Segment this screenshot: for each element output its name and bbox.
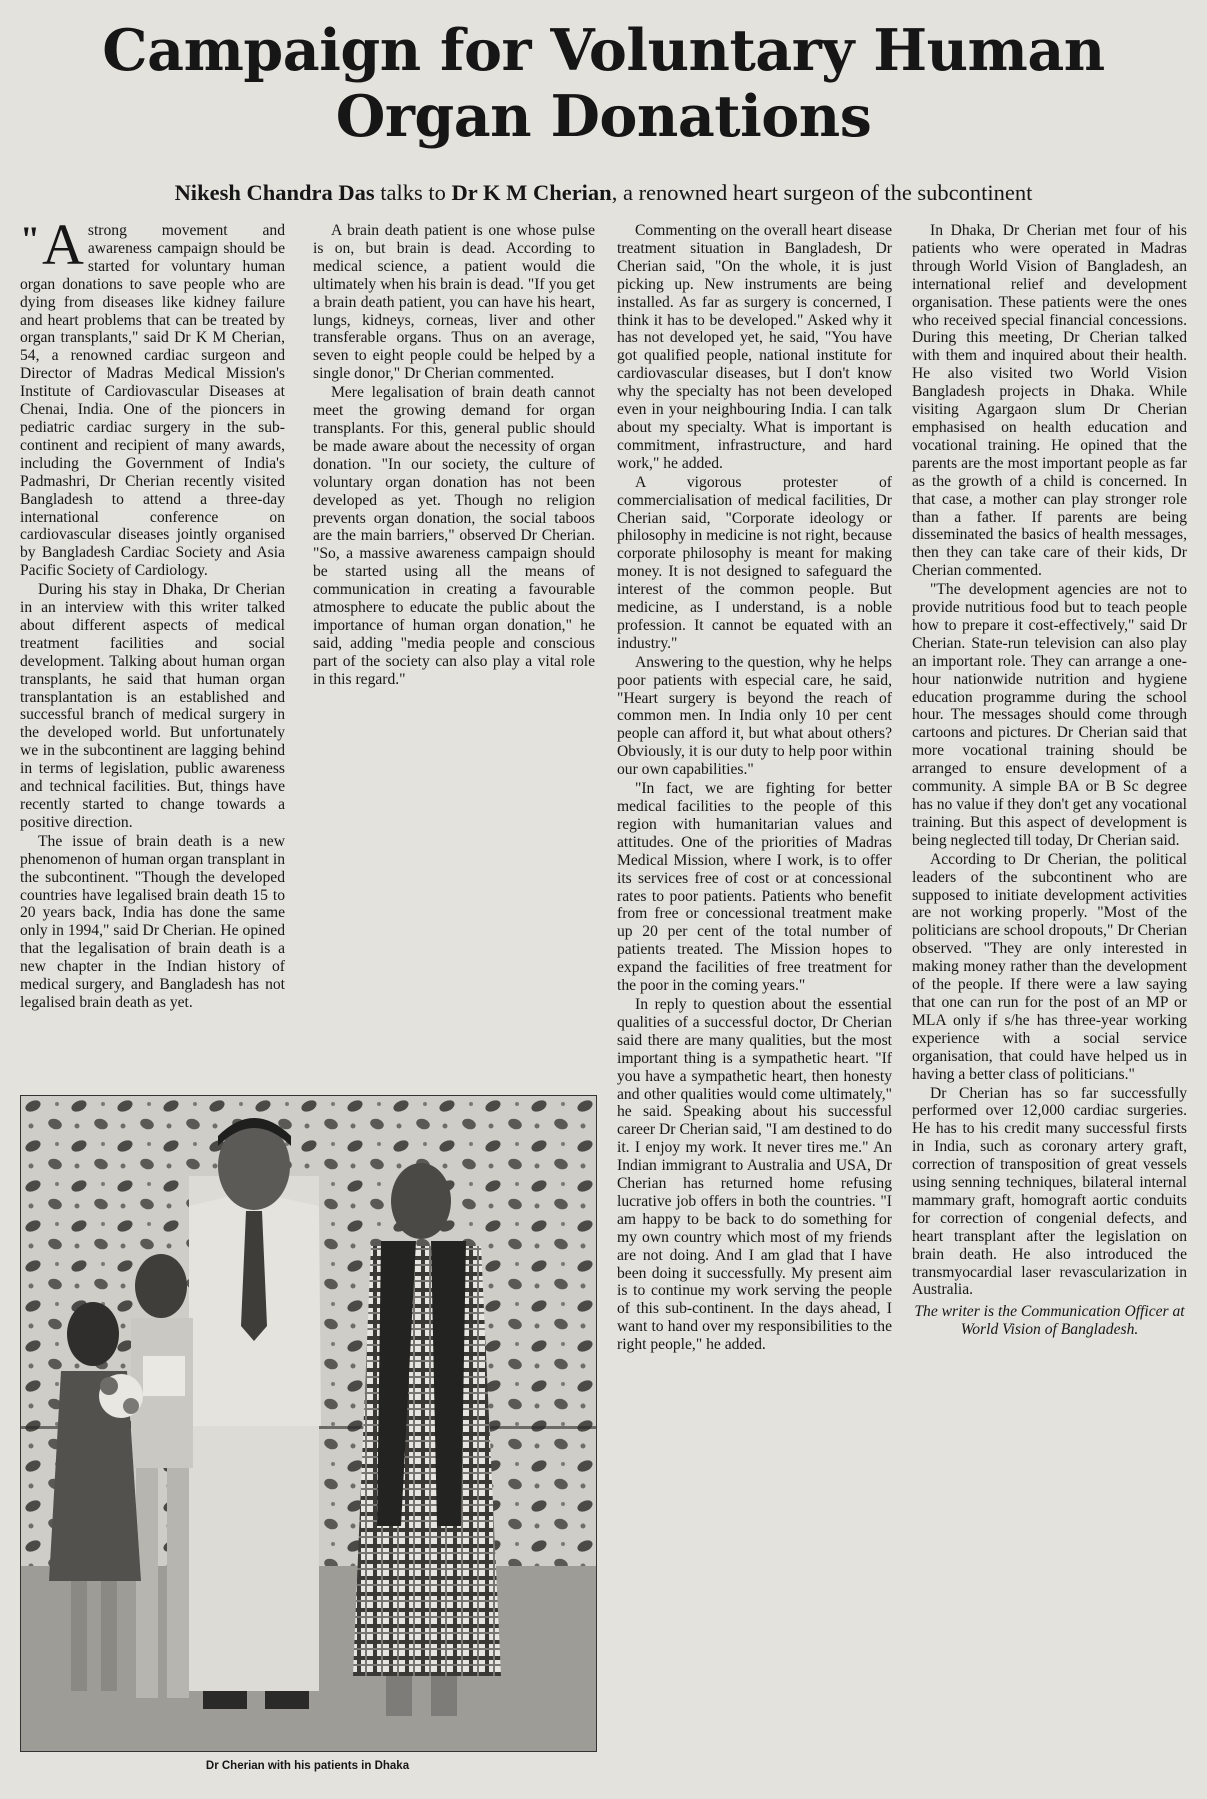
article-paragraph: In reply to question about the essential qualities of a successful doctor, Dr Cherian said there are many qualities, but the most important thing is a sympathetic heart. "If you have a sympathetic heart, then honesty and other qualities would come ultimately," he said. Speaking about his successful career Dr Cherian said, "I am destined to do it. I enjoy my work. It never tires me." An Indian immigrant to Australia and USA, Dr Cherian has returned home refusing lucrative job offers in both the countries. "I am happy to be back to do something for my own country which most of my friends are not doing. And I am glad that I have been doing it successfully. My present aim is to continue my work serving the people of this sub-continent. In the days ahead, I want to hand over my responsibilities to the right people," he added. bbox=[617, 995, 892, 1354]
article-photo bbox=[20, 1095, 597, 1752]
article-paragraph: The issue of brain death is a new phenomenon of human organ transplant in the subcontinent. "Though the developed countries have legalised brain death 15 to 20 years back, India has done the same only in 1994," said Dr Cherian. He opined that the legalisation of brain death is a new chapter in the Indian history of medical surgery, and Bangladesh has not legalised brain death as yet. bbox=[20, 832, 285, 1011]
article-column-4 bbox=[912, 222, 1187, 1792]
photo-illustration bbox=[21, 1096, 596, 1751]
headline bbox=[0, 18, 1207, 150]
article-paragraph: Mere legalisation of brain death cannot meet the growing demand for organ transplants. For this, general public should be made aware about the necessity of organ donation. "In our society, the culture of voluntary organ donation has not been developed as yet. Though no religion prevents organ donation, the social taboos are the main barriers," observed Dr Cherian. "So, a massive awareness campaign should be started using all the means of communication in creating a favourable atmosphere to educate the public about the importance of human organ donation," he said, adding "media people and conscious part of the society can also play a vital role in this regard." bbox=[313, 384, 595, 688]
article-paragraph: "In fact, we are fighting for better medical facilities to the people of this region with humanitarian values and attitudes. One of the priorities of Madras Medical Mission, where I work, is to offer its services free of cost or at concessional rates to poor patients. Patients who benefit from free or concessional treatment make up 20 per cent of the total number of patients treated. The Mission hopes to expand the facilities of free treatment for the poor in the coming years." bbox=[617, 780, 892, 995]
headline-line-1: Campaign for Voluntary Human bbox=[102, 17, 1105, 84]
photo-caption: Dr Cherian with his patients in Dhaka bbox=[205, 1760, 410, 1772]
man-figure bbox=[189, 1118, 321, 1709]
article-paragraph: Commenting on the overall heart disease treatment situation in Bangladesh, Dr Cherian said, "On the whole, it is just picking up. New instruments are being installed. As far as surgery is concerned, I think it has to be developed." Asked why it has not developed yet, he said, "You have got qualified people, national institute for cardiovascular diseases, but I don't know why the specialty has not been developed even in your neighbouring India. I can talk about my specialty. What is important is commitment, infrastructure, and hard work," he added. bbox=[617, 222, 892, 472]
article-paragraph: Answering to the question, why he helps poor patients with especial care, he said, "Heart surgery is beyond the reach of common men. In India only 10 per cent people can afford it, but what about others? Obviously, it is our duty to help poor within our own capabilities." bbox=[617, 653, 892, 779]
interviewee-name: Dr K M Cherian bbox=[451, 180, 612, 205]
standfirst-description: , a renowned heart surgeon of the subcontinent bbox=[611, 180, 1033, 205]
article-paragraph: In Dhaka, Dr Cherian met four of his patients who were operated in Madras through World Vision of Bangladesh, an international relief and development organisation. These patients were the ones who received special financial concessions. During this meeting, Dr Cherian talked with them and inquired about their health. He also visited two World Vision Bangladesh projects in Dhaka. While visiting Agargaon slum Dr Cherian emphasised on health education and vocational training. He opined that the parents are the most important people as far as the growth of a child is concerned. In that case, a mother can play stronger role than a father. If parents are being disseminated the basics of health messages, then they can take care of their kids, Dr Cherian commented. bbox=[912, 222, 1187, 580]
standfirst bbox=[0, 180, 1207, 206]
headline-line-2: Organ Donations bbox=[335, 83, 872, 150]
article-paragraph: "The development agencies are not to provide nutritious food but to teach people how to prepare it cost-effectively," said Dr Cherian. State-run television can also play an important role. They can arrange a one-hour nationwide nutrition and hygiene education programme during the school hour. The messages should come through cartoons and pictures. Dr Cherian said that more vocational training should be arranged to ensure development of a community. A simple BA or B Sc degree has no value if they don't get any vocational training. But this aspect of development is being neglected till today, Dr Cherian said. bbox=[912, 581, 1187, 849]
article-paragraph: According to Dr Cherian, the political leaders of the subcontinent who are supposed to initiate development activities are not working properly. "Most of the politicians are school dropouts," Dr Cherian observed. "They are only interested in making money rather than the development of the people. If there were a law saying that one can run for the post of an MP or MLA only if s/he has three-year working experience with a social service organisation, that could have helped us in having a better class of politicians." bbox=[912, 850, 1187, 1083]
standfirst-connector: talks to bbox=[374, 180, 452, 205]
drop-cap: A bbox=[42, 222, 84, 277]
article-paragraph: A vigorous protester of commercialisation of medical facilities, Dr Cherian said, "Corporate ideology or philosophy in medicine is not right, because corporate philosophy is meant for making money. It is not designed to safeguard the interest of the common people. But medicine, as I understand, is a noble profession. It cannot be equated with an industry." bbox=[617, 473, 892, 652]
opening-quote: " bbox=[20, 222, 40, 259]
article-paragraph: During his stay in Dhaka, Dr Cherian in an interview with this writer talked about different aspects of medical treatment facilities and social development. Talking about human organ transplants, he said that human organ transplantation is an established and successful branch of medical surgery in the developed world. But unfortunately we in the subcontinent are lagging behind in terms of legislation, public awareness and technical facilities. But, things have recently started to change towards a positive direction. bbox=[20, 581, 285, 831]
article-column-1 bbox=[20, 222, 285, 1088]
article-paragraph: A brain death patient is one whose pulse is on, but brain is dead. According to medical science, a patient would die ultimately when his brain is dead. "If you get a brain death patient, you can have his heart, lungs, kidneys, corneas, liver and other transferable organs. Thus on an average, seven to eight people could be helped by a single donor," Dr Cherian commented. bbox=[313, 222, 595, 383]
author-signature: The writer is the Communication Officer at World Vision of Bangladesh. bbox=[914, 1303, 1185, 1339]
article-column-2 bbox=[313, 222, 595, 1088]
article-paragraph: " A strong movement and awareness campaign should be started for voluntary human organ donations to save people who are dying from diseases like kidney failure and heart problems that can be treated by organ transplants," said Dr K M Cherian, 54, a renowned cardiac surgeon and Director of Madras Medical Mission's Institute of Cardiovascular Diseases at Chenai, India. One of the pioncers in pediatric cardiac surgery in the sub-continent and recipient of many awards, including the Government of India's Padmashri, Dr Cherian recently visited Bangladesh to attend a three-day international conference on cardiovascular diseases jointly organised by Bangladesh Cardiac Society and Asia Pacific Society of Cardiology. bbox=[20, 222, 285, 580]
article-paragraph: Dr Cherian has so far successfully performed over 12,000 cardiac surgeries. He has to his credit many successful firsts in India, such as coronary artery graft, correction of transposition of great vessels using senning techniques, bilateral internal mammary graft, homograft aortic conduits for correction of congenial defects, and heart transplant after the legislation on brain death. He also introduced the transmyocardial laser revascularization in Australia. bbox=[912, 1084, 1187, 1299]
author-name: Nikesh Chandra Das bbox=[174, 180, 375, 205]
article-column-3 bbox=[617, 222, 892, 1792]
